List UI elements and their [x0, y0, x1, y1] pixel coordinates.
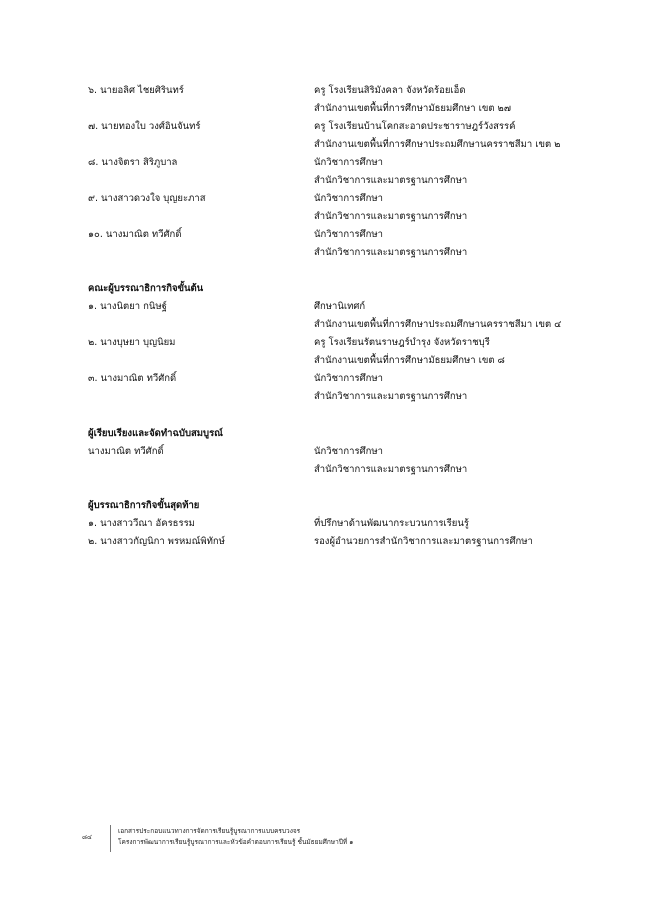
person-role: รองผู้อำนวยการสำนักวิชาการและมาตรฐานการศึกษา [314, 536, 533, 547]
person-name: ๘. นางจิตรา สิริภูบาล [88, 157, 178, 168]
person-affiliation: สำนักวิชาการและมาตรฐานการศึกษา [314, 211, 468, 222]
person-name: ๒. นางสาวกัญนิกา พรหมณ์พิทักษ์ [88, 536, 225, 547]
person-name: ๙. นางสาวดวงใจ บุญยะภาส [88, 193, 206, 204]
person-role: ครู โรงเรียนรัตนราษฎร์บำรุง จังหวัดราชบุรี [314, 337, 490, 348]
list-item [0, 533, 658, 551]
list-item [0, 190, 658, 208]
list-item [0, 82, 658, 100]
list-item-continuation [0, 208, 658, 226]
person-name: ๖. นายอลิศ ไชยศิรินทร์ [88, 85, 184, 96]
person-role: ศึกษานิเทศก์ [314, 301, 366, 312]
person-affiliation: สำนักงานเขตพื้นที่การศึกษามัธยมศึกษา เขต ๘ [314, 355, 505, 366]
person-role: นักวิชาการศึกษา [314, 446, 383, 457]
list-item-continuation [0, 136, 658, 154]
person-name: ๑. นางนิตยา กนิษฐ์ [88, 301, 167, 312]
list-item-continuation [0, 172, 658, 190]
list-item-continuation [0, 461, 658, 479]
person-affiliation: สำนักงานเขตพื้นที่การศึกษามัธยมศึกษา เขต ๒๗ [314, 103, 511, 114]
footer-divider [110, 825, 111, 852]
person-affiliation: สำนักวิชาการและมาตรฐานการศึกษา [314, 175, 468, 186]
list-item [0, 226, 658, 244]
person-role: ที่ปรึกษาด้านพัฒนากระบวนการเรียนรู้ [314, 518, 469, 529]
person-affiliation: สำนักงานเขตพื้นที่การศึกษาประถมศึกษานครราชสีมา เขต ๒ [314, 139, 561, 150]
list-item [0, 443, 658, 461]
person-role: ครู โรงเรียนสิริมังคลา จังหวัดร้อยเอ็ด [314, 85, 466, 96]
person-role: นักวิชาการศึกษา [314, 193, 383, 204]
person-name: ๑๐. นางมาณิต ทวีศักดิ์ [88, 229, 182, 240]
person-name: นางมาณิต ทวีศักดิ์ [88, 446, 164, 457]
list-item [0, 334, 658, 352]
person-name: ๑. นางสาววีณา อัครธรรม [88, 518, 195, 529]
page-number: ๘๔ [82, 833, 92, 841]
section-heading: ผู้เรียบเรียงและจัดทำฉบับสมบูรณ์ [88, 428, 223, 439]
person-affiliation: สำนักวิชาการและมาตรฐานการศึกษา [314, 464, 468, 475]
list-item-continuation [0, 244, 658, 262]
footer-document-title: เอกสารประกอบแนวทางการจัดการเรียนรู้บูรณาการแบบครบวงจร [118, 827, 301, 835]
list-item-continuation [0, 316, 658, 334]
person-name: ๒. นางบุษยา บุญนิยม [88, 337, 176, 348]
person-affiliation: สำนักงานเขตพื้นที่การศึกษาประถมศึกษานครราชสีมา เขต ๔ [314, 319, 562, 330]
list-item [0, 515, 658, 533]
section-heading: คณะผู้บรรณาธิการกิจขั้นต้น [88, 283, 204, 294]
person-role: นักวิชาการศึกษา [314, 373, 383, 384]
person-name: ๗. นายทองใบ วงศ์อินจันทร์ [88, 121, 201, 132]
list-item-continuation [0, 352, 658, 370]
person-affiliation: สำนักวิชาการและมาตรฐานการศึกษา [314, 391, 468, 402]
list-item-continuation [0, 100, 658, 118]
list-item [0, 154, 658, 172]
person-affiliation: สำนักวิชาการและมาตรฐานการศึกษา [314, 247, 468, 258]
person-role: นักวิชาการศึกษา [314, 229, 383, 240]
section-heading: ผู้บรรณาธิการกิจขั้นสุดท้าย [88, 500, 200, 511]
footer-project-title: โครงการพัฒนาการเรียนรู้บูรณาการและหัวข้อคำตอบการเรียนรู้ ชั้นมัธยมศึกษาปีที่ ๑ [118, 838, 354, 846]
list-item-continuation [0, 388, 658, 406]
list-item [0, 298, 658, 316]
list-item [0, 118, 658, 136]
list-item [0, 370, 658, 388]
page-footer [0, 822, 658, 862]
person-name: ๓. นางมาณิต ทวีศักดิ์ [88, 373, 177, 384]
person-role: ครู โรงเรียนบ้านโคกสะอาดประชาราษฎร์วังสรรค์ [314, 121, 516, 132]
person-role: นักวิชาการศึกษา [314, 157, 383, 168]
